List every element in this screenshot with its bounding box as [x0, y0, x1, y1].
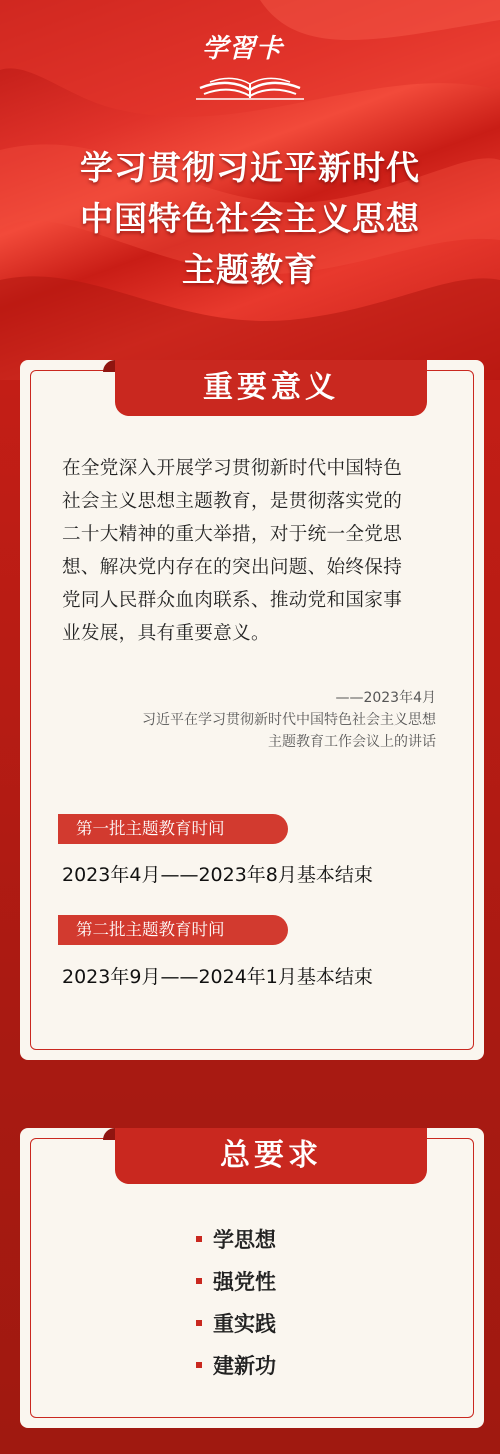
requirement-item: [196, 1224, 276, 1254]
bullet-icon: [196, 1362, 202, 1368]
quote-line: 党同人民群众血肉联系、推动党和国家事: [62, 590, 403, 611]
source-line-1: 习近平在学习贯彻新时代中国特色社会主义思想: [142, 712, 436, 728]
main-title-line-3: 主题教育: [182, 250, 318, 289]
hero-banner: [0, 0, 500, 380]
quote-line: 社会主义思想主题教育，是贯彻落实党的: [62, 491, 403, 512]
batch1-period: 2023年4月——2023年8月基本结束: [62, 864, 373, 886]
bullet-icon: [196, 1278, 202, 1284]
main-title-line-1: 学习贯彻习近平新时代: [80, 148, 420, 187]
main-title-line-2: 中国特色社会主义思想: [80, 199, 420, 238]
quote-line: 想、解决党内存在的突出问题、始终保持: [62, 557, 403, 578]
requirement-label: 学思想: [213, 1228, 276, 1252]
significance-quote: [62, 452, 442, 650]
batch1-label: 第一批主题教育时间: [58, 814, 288, 844]
batch2-label: 第二批主题教育时间: [58, 915, 288, 945]
significance-heading: 重要意义: [115, 360, 427, 416]
bullet-icon: [196, 1236, 202, 1242]
requirements-heading: 总要求: [115, 1128, 427, 1184]
requirement-item: [196, 1350, 276, 1380]
requirement-item: [196, 1266, 276, 1296]
study-card-logo: [190, 26, 310, 106]
logo-text: 学習卡: [202, 34, 284, 64]
requirement-label: 建新功: [213, 1354, 276, 1378]
batch2-period: 2023年9月——2024年1月基本结束: [62, 966, 373, 988]
quote-line: 业发展，具有重要意义。: [62, 623, 270, 644]
source-line-2: 主题教育工作会议上的讲话: [268, 734, 436, 750]
quote-line: 在全党深入开展学习贯彻新时代中国特色: [62, 458, 403, 479]
requirement-label: 强党性: [213, 1270, 276, 1294]
quote-line: 二十大精神的重大举措，对于统一全党思: [62, 524, 403, 545]
open-book-icon: [190, 26, 310, 106]
requirement-label: 重实践: [213, 1312, 276, 1336]
source-date: ——2023年4月: [335, 690, 436, 706]
requirement-item: [196, 1308, 276, 1338]
bullet-icon: [196, 1320, 202, 1326]
